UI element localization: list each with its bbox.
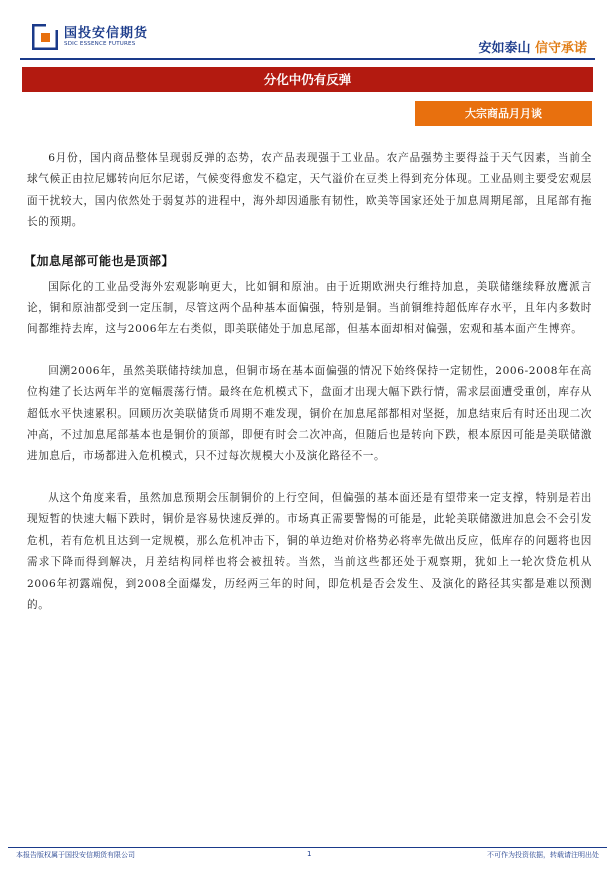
logo-mark-icon — [32, 24, 58, 50]
slogan-part-2: 信守承诺 — [534, 41, 587, 56]
section-heading: 【加息尾部可能也是顶部】 — [24, 253, 175, 268]
paragraph-intro: 6月份，国内商品整体呈现弱反弹的态势，农产品表现强于工业品。农产品强势主要得益于天气因素，当前全球气候正由拉尼娜转向厄尔尼诺，气候变得愈发不稳定，天气溢价在豆类上得到充分体现。工业品则主要受宏观层面干扰较大，国内依然处于弱复苏的进程中，海外却因通胀有韧性，欧美等国家还处于加息周期尾部，且尾部有拖长的预期。 — [27, 152, 592, 229]
page-number: 1 — [307, 850, 312, 858]
footer-divider — [8, 847, 607, 848]
logo-chinese-name: 国投安信期货 — [64, 25, 149, 41]
page-header — [0, 0, 615, 60]
column-tag: 大宗商品月月谈 — [415, 101, 592, 126]
company-slogan — [478, 37, 587, 56]
slogan-part-1: 安如泰山 — [478, 41, 531, 56]
paragraph-2006-review: 回溯2006年，虽然美联储持续加息，但铜市场在基本面偏强的情况下始终保持一定韧性，2006-2008年在高位构建了长达两年半的宽幅震荡行情。最终在危机模式下，盘面才出现大幅下跌行情，需求层面遭受重创，库存从超低水平快速累积。回顾历次美联储货币周期不难发现，铜价在加息尾部都相对坚挺，加息结束后有时还出现二次冲高，不过加息尾部基本也是铜价的顶部，即便有时会二次冲高，但随后也是转向下跌，根本原因可能是美联储激进加息后，市场都进入危机模式，只不过每次规模大小及演化路径不一。 — [27, 364, 592, 463]
logo-english-name: SDIC ESSENCE FUTURES — [64, 40, 136, 47]
article-body — [24, 148, 592, 616]
footer-disclaimer: 不可作为投资依据，转载请注明出处 — [487, 851, 599, 859]
article-title: 分化中仍有反弹 — [22, 67, 593, 92]
paragraph-outlook: 从这个角度来看，虽然加息预期会压制铜价的上行空间，但偏强的基本面还是有望带来一定支撑，特别是若出现短暂的快速大幅下跌时，铜价是容易快速反弹的。市场真正需要警惕的可能是，此轮美联储激进加息会不会引发危机，若有危机且达到一定规模，那么危机冲击下，铜的单边绝对价格势必将率先做出反应，低库存的问题将也因需求下降而得到解决，月差结构同样也将会被扭转。当然，当前这些都还处于观察期，犹如上一轮次贷危机从2006年初露端倪，到2008全面爆发，历经两三年的时间，即危机是否会发生、及演化的路径其实都是难以预测的。 — [27, 491, 592, 611]
company-logo — [32, 24, 148, 50]
paragraph-copper-crude: 国际化的工业品受海外宏观影响更大，比如铜和原油。由于近期欧洲央行维持加息，美联储继续释放鹰派言论，铜和原油都受到一定压制，尽管这两个品种基本面偏强，特别是铜。当前铜维持超低库存水平，且年内多数时间都维持去库，这与2006年左右类似，即美联储处于加息尾部，但基本面却相对偏强，宏观和基本面产生博弈。 — [27, 280, 592, 336]
footer-copyright: 本报告版权属于国投安信期货有限公司 — [16, 851, 135, 859]
header-divider — [20, 58, 595, 60]
page-footer — [8, 850, 607, 864]
